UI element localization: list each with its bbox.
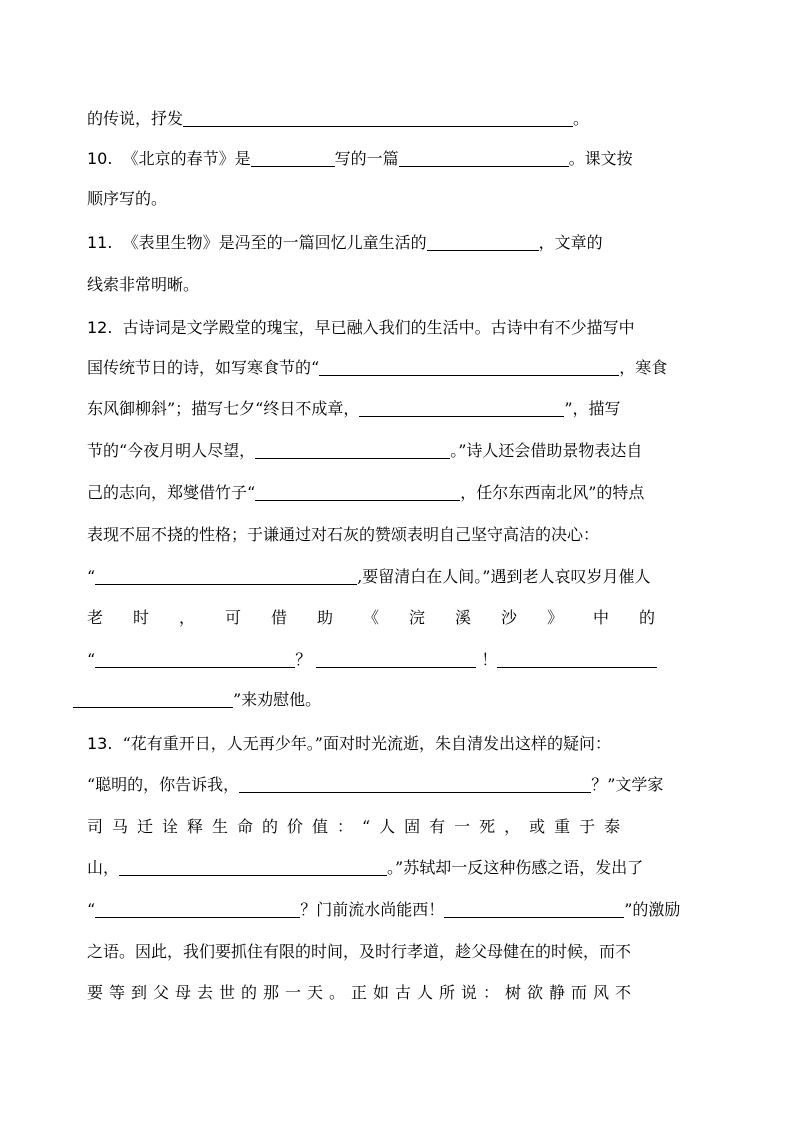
question-12-line-9: “ ？ ！: [87, 648, 720, 672]
answer-blank[interactable]: [255, 442, 450, 459]
question-12-line-1: 12. 古诗词是文学殿堂的瑰宝，早已融入我们的生活中。古诗中有不少描写中: [87, 318, 635, 337]
answer-blank[interactable]: [359, 400, 564, 417]
question-12-line-5: 己的志向，郑燮借竹子“ ，任尔东西南北风”的特点: [87, 483, 645, 502]
answer-blank[interactable]: [95, 568, 357, 585]
answer-blank[interactable]: [444, 901, 624, 918]
answer-blank[interactable]: [319, 359, 619, 376]
answer-blank[interactable]: [497, 651, 657, 668]
question-13-line-7: 要等到父母去世的那一天。正如古人所说：树欲静而风不: [87, 983, 638, 1002]
answer-blank[interactable]: [316, 651, 476, 668]
question-number: 10.: [87, 149, 113, 168]
question-12-line-7: “ ,要留清白在人间。”遇到老人哀叹岁月催人: [87, 567, 651, 586]
question-10-line-2: 顺序写的。: [87, 189, 168, 208]
question-13-line-3: 司马迁诠释生命的价值：“人固有一死，或重于泰: [87, 817, 630, 836]
question-13-line-5: “ ？门前流水尚能西！ ”的激励: [87, 900, 681, 919]
question-number: 11.: [87, 233, 113, 252]
question-10-line-1: 10. 《北京的春节》是 写的一篇 。课文按: [87, 149, 633, 168]
answer-blank[interactable]: [251, 150, 335, 167]
q9-tail-line: 的传说，抒发 。: [87, 109, 590, 128]
question-number: 13.: [87, 734, 113, 753]
answer-blank[interactable]: [399, 150, 569, 167]
question-12-line-3: 东风御柳斜”；描写七夕“终日不成章， ”，描写: [87, 399, 621, 418]
answer-blank[interactable]: [73, 691, 233, 708]
question-number: 12.: [87, 318, 113, 337]
answer-blank[interactable]: [119, 859, 387, 876]
answer-blank[interactable]: [427, 234, 539, 251]
answer-blank[interactable]: [239, 776, 591, 793]
answer-blank[interactable]: [255, 484, 460, 501]
question-12-line-8: 老时，可借助《浣溪沙》中的: [87, 608, 686, 627]
question-13-line-2: “聪明的，你告诉我， ？”文学家: [87, 775, 664, 794]
question-12-line-6: 表现不屈不挠的性格；于谦通过对石灰的赞颂表明自己坚守高洁的决心：: [87, 525, 600, 544]
question-12-line-2: 国传统节日的诗，如写寒食节的“ ，寒食: [87, 358, 668, 377]
question-11-line-1: 11. 《表里生物》是冯至的一篇回忆儿童生活的 ，文章的: [87, 233, 603, 252]
question-13-line-1: 13. “花有重开日，人无再少年。”面对时光流逝，朱自清发出这样的疑问：: [87, 734, 611, 753]
question-13-line-6: 之语。因此，我们要抓住有限的时间，及时行孝道，趁父母健在的时候，而不: [87, 942, 632, 961]
question-12-line-4: 节的“今夜月明人尽望， 。”诗人还会借助景物表达自: [87, 441, 643, 460]
question-12-line-10: ”来劝慰他。: [73, 688, 706, 712]
question-13-line-4: 山， 。”苏轼却一反这种伤感之语，发出了: [87, 858, 644, 877]
question-11-line-2: 线索非常明晰。: [87, 275, 200, 294]
answer-blank[interactable]: [95, 901, 300, 918]
answer-blank[interactable]: [95, 651, 295, 668]
answer-blank[interactable]: [183, 110, 573, 127]
